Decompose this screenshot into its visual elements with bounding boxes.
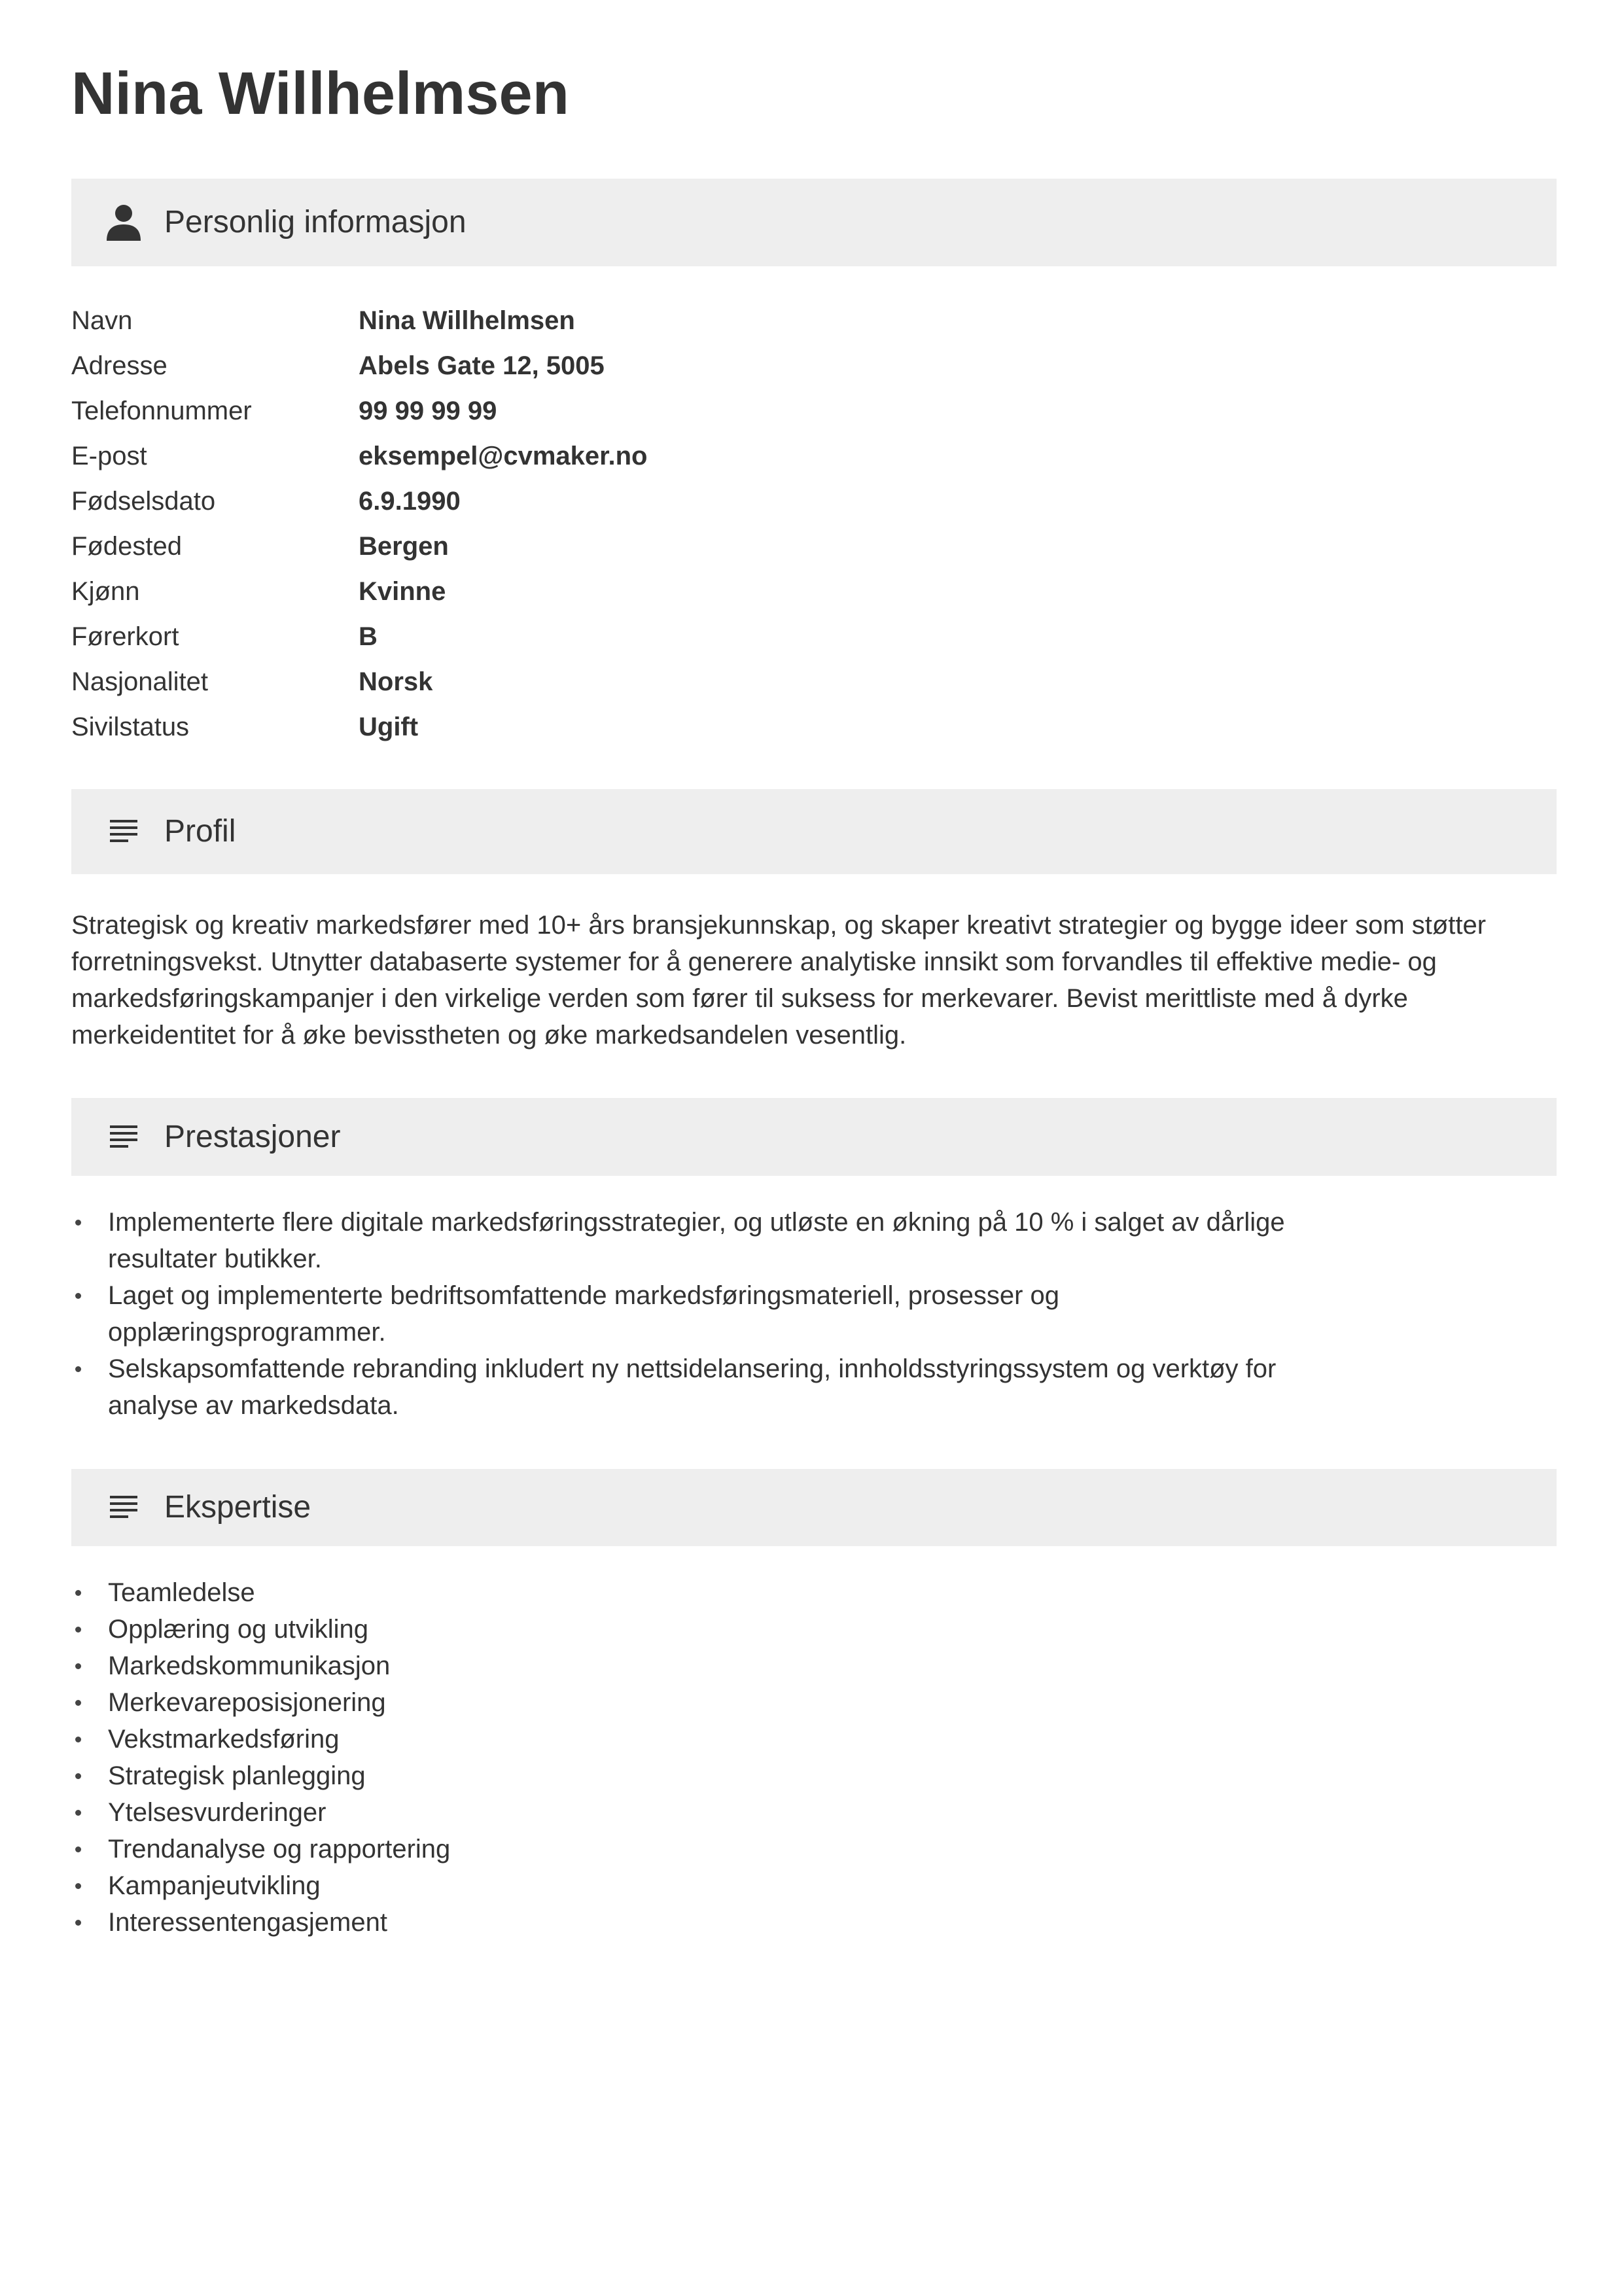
- info-label: Fødested: [71, 532, 182, 561]
- list-item: [71, 1611, 987, 1648]
- section-title: Ekspertise: [164, 1490, 311, 1525]
- info-value: eksempel@cvmaker.no: [359, 442, 648, 470]
- bullet-icon: [75, 1846, 81, 1852]
- text-lines-icon: [107, 1488, 141, 1527]
- list-item-text: Vekstmarkedsføring: [108, 1725, 340, 1754]
- list-item: [71, 1721, 987, 1757]
- info-row-birthdate: [71, 479, 987, 524]
- bullet-icon: [75, 1293, 81, 1299]
- bullet-icon: [75, 1663, 81, 1669]
- info-value: Ugift: [359, 713, 419, 741]
- info-value: B: [359, 622, 378, 651]
- info-value: Nina Willhelmsen: [359, 306, 575, 335]
- list-item-text: Merkevareposisjonering: [108, 1688, 386, 1717]
- list-item: [71, 1277, 1301, 1351]
- info-row-phone: [71, 389, 987, 434]
- list-item: [71, 1204, 1301, 1277]
- person-icon: [107, 203, 141, 242]
- info-value: Bergen: [359, 532, 449, 561]
- info-label: Nasjonalitet: [71, 667, 209, 696]
- info-label: Sivilstatus: [71, 713, 190, 741]
- bullet-icon: [75, 1220, 81, 1226]
- achievements-list: [71, 1204, 1301, 1424]
- info-label: Fødselsdato: [71, 487, 216, 516]
- list-item: [71, 1904, 987, 1941]
- section-header-expertise: [71, 1469, 1557, 1546]
- bullet-icon: [75, 1773, 81, 1779]
- section-title: Personlig informasjon: [164, 205, 467, 239]
- info-value: Norsk: [359, 667, 433, 696]
- info-value: 6.9.1990: [359, 487, 461, 516]
- list-item-text: Ytelsesvurderinger: [108, 1798, 326, 1827]
- text-lines-icon: [107, 812, 141, 851]
- info-row-nationality: [71, 660, 987, 705]
- list-item: [71, 1648, 987, 1684]
- info-row-birthplace: [71, 524, 987, 569]
- list-item: [71, 1867, 987, 1904]
- info-label: Førerkort: [71, 622, 179, 651]
- list-item-text: Laget og implementerte bedriftsomfattende markedsføringsmateriell, prosesser og opplæringsprogrammer.: [108, 1281, 1060, 1347]
- list-item-text: Strategisk planlegging: [108, 1761, 366, 1790]
- info-row-license: [71, 614, 987, 660]
- info-label: Adresse: [71, 351, 167, 380]
- list-item-text: Interessentengasjement: [108, 1908, 387, 1937]
- section-title: Prestasjoner: [164, 1119, 341, 1154]
- list-item-text: Markedskommunikasjon: [108, 1651, 391, 1680]
- list-item-text: Trendanalyse og rapportering: [108, 1835, 451, 1863]
- info-value: Abels Gate 12, 5005: [359, 351, 605, 380]
- list-item: [71, 1794, 987, 1831]
- list-item-text: Teamledelse: [108, 1578, 255, 1607]
- personal-info-table: [71, 298, 987, 750]
- bullet-icon: [75, 1883, 81, 1889]
- bullet-icon: [75, 1920, 81, 1926]
- bullet-icon: [75, 1366, 81, 1372]
- info-row-gender: [71, 569, 987, 614]
- section-header-profile: [71, 789, 1557, 874]
- text-lines-icon: [107, 1118, 141, 1157]
- info-value: 99 99 99 99: [359, 397, 497, 425]
- info-row-marital-status: [71, 705, 987, 750]
- list-item-text: Opplæring og utvikling: [108, 1615, 368, 1644]
- list-item: [71, 1574, 987, 1611]
- bullet-icon: [75, 1700, 81, 1706]
- page-title: Nina Willhelmsen: [71, 60, 569, 127]
- expertise-list: [71, 1574, 987, 1941]
- bullet-icon: [75, 1627, 81, 1633]
- info-label: Kjønn: [71, 577, 140, 606]
- info-row-email: [71, 434, 987, 479]
- list-item-text: Implementerte flere digitale markedsføringsstrategier, og utløste en økning på 10 % i salget av dårlige resultater butikker.: [108, 1208, 1285, 1273]
- section-header-personal: [71, 179, 1557, 266]
- list-item: [71, 1351, 1301, 1424]
- profile-text: Strategisk og kreativ markedsfører med 10+ års bransjekunnskap, og skaper kreativt strategier og bygge ideer som støtter forretningsvekst. Utnytter databaserte systemer for å generere analytiske innsikt som forvandles til effektive medie- og markedsføringskampanjer i den virkelige verden som fører til suksess for merkevarer. Bevist merittliste med å dyrke merkeidentitet for å øke bevisstheten og øke markedsandelen vesentlig.: [71, 911, 1487, 1050]
- info-row-name: [71, 298, 987, 344]
- section-title: Profil: [164, 814, 236, 849]
- info-label: Navn: [71, 306, 133, 335]
- section-header-achievements: [71, 1098, 1557, 1176]
- list-item: [71, 1684, 987, 1721]
- list-item: [71, 1757, 987, 1794]
- bullet-icon: [75, 1590, 81, 1596]
- bullet-icon: [75, 1737, 81, 1742]
- info-label: Telefonnummer: [71, 397, 252, 425]
- list-item-text: Selskapsomfattende rebranding inkludert ny nettsidelansering, innholdsstyringssystem og verktøy for analyse av markedsdata.: [108, 1354, 1277, 1420]
- list-item: [71, 1831, 987, 1867]
- bullet-icon: [75, 1810, 81, 1816]
- info-row-address: [71, 344, 987, 389]
- list-item-text: Kampanjeutvikling: [108, 1871, 321, 1900]
- info-value: Kvinne: [359, 577, 446, 606]
- info-label: E-post: [71, 442, 147, 470]
